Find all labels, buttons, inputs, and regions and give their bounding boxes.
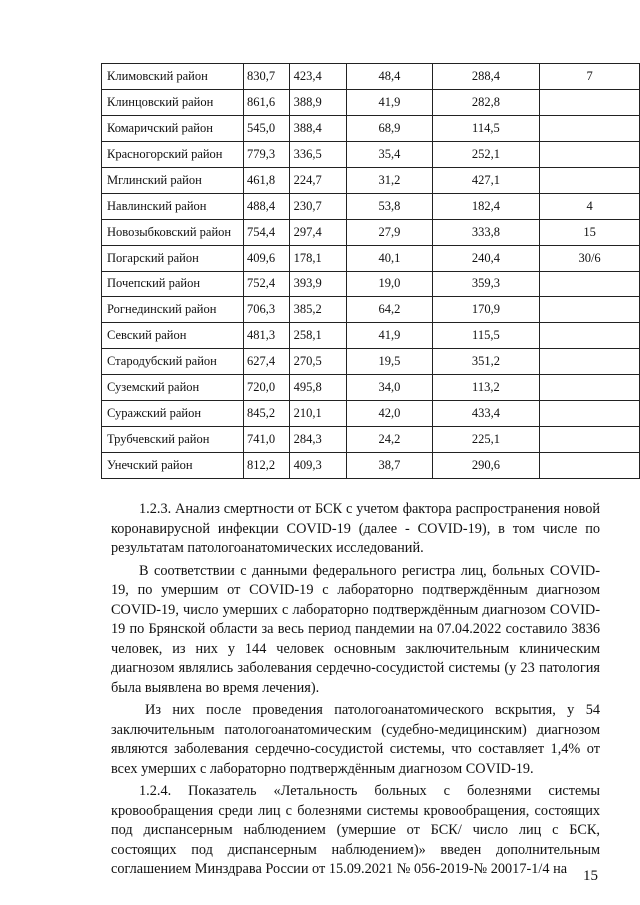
table-row — [102, 349, 640, 375]
cell-a: 845,2 — [243, 401, 289, 427]
cell-a: 830,7 — [243, 64, 289, 90]
cell-b: 270,5 — [289, 349, 347, 375]
cell-a: 741,0 — [243, 427, 289, 453]
cell-e — [540, 141, 640, 167]
cell-b: 224,7 — [289, 167, 347, 193]
cell-c: 19,5 — [347, 349, 432, 375]
cell-a: 812,2 — [243, 453, 289, 479]
cell-name: Унечский район — [102, 453, 244, 479]
cell-e: 4 — [540, 193, 640, 219]
cell-e — [540, 375, 640, 401]
cell-name: Погарский район — [102, 245, 244, 271]
table-row — [102, 219, 640, 245]
cell-a: 752,4 — [243, 271, 289, 297]
cell-a: 627,4 — [243, 349, 289, 375]
cell-a: 461,8 — [243, 167, 289, 193]
table-row — [102, 115, 640, 141]
cell-name: Стародубский район — [102, 349, 244, 375]
cell-d: 333,8 — [432, 219, 540, 245]
table-row — [102, 193, 640, 219]
cell-name: Севский район — [102, 323, 244, 349]
table-row — [102, 89, 640, 115]
table-row — [102, 375, 640, 401]
cell-d: 115,5 — [432, 323, 540, 349]
cell-c: 42,0 — [347, 401, 432, 427]
cell-b: 388,9 — [289, 89, 347, 115]
cell-c: 48,4 — [347, 64, 432, 90]
district-statistics-table — [101, 63, 640, 479]
cell-name: Рогнединский район — [102, 297, 244, 323]
cell-b: 495,8 — [289, 375, 347, 401]
table-row — [102, 427, 640, 453]
cell-name: Мглинский район — [102, 167, 244, 193]
cell-name: Красногорский район — [102, 141, 244, 167]
cell-a: 861,6 — [243, 89, 289, 115]
cell-name: Новозыбковский район — [102, 219, 244, 245]
table-row — [102, 141, 640, 167]
cell-d: 252,1 — [432, 141, 540, 167]
cell-d: 182,4 — [432, 193, 540, 219]
cell-e — [540, 297, 640, 323]
cell-name: Навлинский район — [102, 193, 244, 219]
cell-d: 288,4 — [432, 64, 540, 90]
cell-d: 113,2 — [432, 375, 540, 401]
cell-c: 31,2 — [347, 167, 432, 193]
cell-a: 545,0 — [243, 115, 289, 141]
cell-name: Суражский район — [102, 401, 244, 427]
table-row — [102, 167, 640, 193]
cell-b: 423,4 — [289, 64, 347, 90]
table-row — [102, 297, 640, 323]
table-row — [102, 271, 640, 297]
cell-c: 68,9 — [347, 115, 432, 141]
cell-e: 15 — [540, 219, 640, 245]
cell-name: Климовский район — [102, 64, 244, 90]
cell-c: 27,9 — [347, 219, 432, 245]
cell-a: 409,6 — [243, 245, 289, 271]
cell-d: 240,4 — [432, 245, 540, 271]
cell-a: 706,3 — [243, 297, 289, 323]
cell-e: 7 — [540, 64, 640, 90]
cell-e — [540, 323, 640, 349]
table-body — [102, 64, 640, 479]
cell-d: 114,5 — [432, 115, 540, 141]
cell-d: 290,6 — [432, 453, 540, 479]
table-row — [102, 64, 640, 90]
cell-b: 409,3 — [289, 453, 347, 479]
cell-e — [540, 349, 640, 375]
table-row — [102, 401, 640, 427]
cell-a: 754,4 — [243, 219, 289, 245]
cell-a: 779,3 — [243, 141, 289, 167]
cell-b: 388,4 — [289, 115, 347, 141]
cell-d: 282,8 — [432, 89, 540, 115]
cell-c: 24,2 — [347, 427, 432, 453]
cell-c: 19,0 — [347, 271, 432, 297]
table-row — [102, 245, 640, 271]
cell-e — [540, 89, 640, 115]
cell-e: 30/6 — [540, 245, 640, 271]
cell-name: Комаричский район — [102, 115, 244, 141]
cell-a: 720,0 — [243, 375, 289, 401]
cell-a: 481,3 — [243, 323, 289, 349]
cell-c: 40,1 — [347, 245, 432, 271]
cell-c: 41,9 — [347, 89, 432, 115]
cell-e — [540, 167, 640, 193]
cell-e — [540, 453, 640, 479]
cell-name: Почепский район — [102, 271, 244, 297]
paragraph-1-2-3: 1.2.3. Анализ смертности от БСК с учетом фактора распространения новой коронавирусной инфекции COVID-19 (далее - COVID-19), в том числе по результатам патологоанатомических исследований. — [111, 501, 600, 556]
cell-c: 64,2 — [347, 297, 432, 323]
table-row — [102, 323, 640, 349]
cell-c: 35,4 — [347, 141, 432, 167]
cell-e — [540, 401, 640, 427]
cell-b: 258,1 — [289, 323, 347, 349]
cell-e — [540, 427, 640, 453]
cell-b: 230,7 — [289, 193, 347, 219]
cell-c: 53,8 — [347, 193, 432, 219]
paragraph-1-2-4: 1.2.4. Показатель «Летальность больных с болезнями системы кровообращения среди лиц с болезнями системы кровообращения, состоящих под диспансерным наблюдением (умершие от БСК/ число лиц с БСК, состоящих под диспансерным наблюдением)» введен дополнительным соглашением Минздрава России от 15.09.2021 № 056-2019-№ 20017-1/4 на — [111, 783, 600, 877]
cell-d: 433,4 — [432, 401, 540, 427]
cell-name: Суземский район — [102, 375, 244, 401]
cell-b: 178,1 — [289, 245, 347, 271]
cell-b: 297,4 — [289, 219, 347, 245]
cell-c: 34,0 — [347, 375, 432, 401]
cell-name: Клинцовский район — [102, 89, 244, 115]
page-number: 15 — [583, 868, 598, 884]
paragraph-covid-registry: В соответствии с данными федерального регистра лиц, больных COVID-19, по умершим от COVID-19 с лабораторно подтверждённым диагнозом COVID-19, число умерших с лабораторно подтверждённым диагнозом COVID-19 по Брянской области за весь период пандемии на 07.04.2022 составило 3836 человек, из них у 144 человек основным заключительным клиническим диагнозом являлись заболевания сердечно-сосудистой системы (у 23 патология была выявлена во время лечения). — [111, 562, 600, 696]
cell-b: 385,2 — [289, 297, 347, 323]
cell-e — [540, 271, 640, 297]
cell-b: 284,3 — [289, 427, 347, 453]
cell-d: 170,9 — [432, 297, 540, 323]
cell-d: 427,1 — [432, 167, 540, 193]
cell-c: 41,9 — [347, 323, 432, 349]
cell-d: 359,3 — [432, 271, 540, 297]
cell-name: Трубчевский район — [102, 427, 244, 453]
cell-b: 393,9 — [289, 271, 347, 297]
cell-d: 351,2 — [432, 349, 540, 375]
paragraph-autopsy: Из них после проведения патологоанатомического вскрытия, у 54 заключительным патологоанатомическим (судебно-медицинским) диагнозом являются заболевания сердечно-сосудистой системы, что составляет 1,4% от всех умерших с лабораторно подтверждённым диагнозом COVID-19. — [111, 702, 600, 777]
body-text — [111, 500, 600, 883]
cell-e — [540, 115, 640, 141]
cell-a: 488,4 — [243, 193, 289, 219]
table-row — [102, 453, 640, 479]
cell-b: 210,1 — [289, 401, 347, 427]
cell-c: 38,7 — [347, 453, 432, 479]
cell-b: 336,5 — [289, 141, 347, 167]
cell-d: 225,1 — [432, 427, 540, 453]
